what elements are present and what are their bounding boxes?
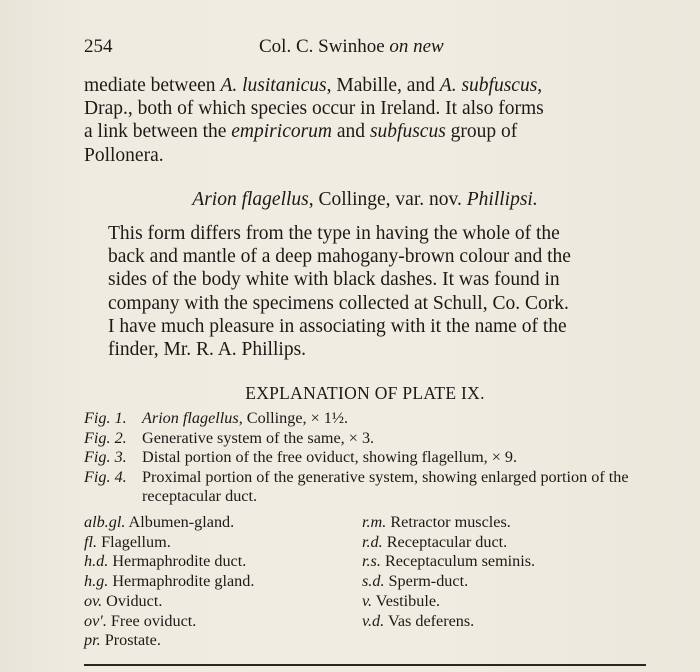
running-head xyxy=(259,36,444,58)
legend-item xyxy=(362,552,646,572)
legend-meaning: Free oviduct. xyxy=(110,611,197,630)
legend-meaning: Hermaphrodite gland. xyxy=(112,572,255,591)
species-heading xyxy=(84,189,646,211)
group-name: empiricorum xyxy=(231,121,333,143)
paragraph-line: sides of the body white with black dashes. It was found in xyxy=(108,269,560,291)
paragraph-line xyxy=(84,74,646,97)
figure-label: Fig. 2. xyxy=(84,428,127,447)
figure-label: Fig. 4. xyxy=(84,467,127,486)
legend-abbr: r.m. xyxy=(362,513,387,531)
legend-abbr: ov′. xyxy=(84,611,107,630)
figure-caption xyxy=(84,429,646,449)
legend-meaning: Hermaphrodite duct. xyxy=(112,552,247,571)
legend-meaning: Retractor muscles. xyxy=(390,513,511,531)
legend-meaning: Prostate. xyxy=(104,631,161,650)
paragraph-line xyxy=(84,120,646,143)
figure-caption xyxy=(84,448,646,468)
paragraph-line: Drap., both of which species occur in Ireland. It also forms xyxy=(84,98,544,120)
legend-item xyxy=(84,612,354,632)
page-number: 254 xyxy=(84,36,113,57)
group-name: subfuscus xyxy=(369,121,446,143)
figure-text: , Collinge, × 1½. xyxy=(238,409,349,427)
text-run: a link between the xyxy=(84,121,232,143)
figure-label: Fig. 3. xyxy=(84,448,127,467)
paragraph-continuation xyxy=(84,74,646,167)
legend-meaning: Vestibule. xyxy=(375,591,441,610)
legend-abbr: v. xyxy=(362,591,373,610)
paragraph-line: finder, Mr. R. A. Phillips. xyxy=(108,339,307,361)
legend-item xyxy=(84,533,354,553)
page-header xyxy=(84,36,644,62)
paragraph-line: I have much pleasure in associating with it the name of the xyxy=(108,315,567,337)
legend-abbr: pr. xyxy=(84,631,101,650)
legend-column-left xyxy=(84,513,354,651)
figure-caption xyxy=(84,409,646,429)
legend-abbr: r.s. xyxy=(362,552,381,571)
legend-abbr: v.d. xyxy=(362,611,385,630)
legend-abbr: s.d. xyxy=(362,572,385,591)
legend-item xyxy=(84,592,354,612)
running-head-italic: on new xyxy=(389,36,444,57)
paragraph-line: This form differs from the type in having the whole of the xyxy=(108,223,560,244)
figure-text: Distal portion of the free oviduct, showing flagellum, × 9. xyxy=(142,448,518,467)
legend-item xyxy=(362,513,646,533)
legend-meaning: Receptacular duct. xyxy=(386,532,508,551)
species-name: A. lusitanicus xyxy=(220,75,327,96)
text-run: and xyxy=(332,121,370,143)
legend-item xyxy=(84,631,354,651)
legend-meaning: Albumen-gland. xyxy=(128,513,235,531)
running-head-plain: Col. C. Swinhoe xyxy=(259,36,390,57)
legend-abbr: ov. xyxy=(84,591,103,610)
paragraph-line: company with the specimens collected at Schull, Co. Cork. xyxy=(108,292,569,314)
figure-text: Generative system of the same, × 3. xyxy=(142,428,375,447)
legend-meaning: Flagellum. xyxy=(101,532,171,551)
figure-list xyxy=(84,409,646,507)
figure-label: Fig. 1. xyxy=(84,409,127,427)
text-run: , Mabille, and xyxy=(326,75,440,96)
text-run: group of xyxy=(445,121,518,143)
legend-item xyxy=(362,572,646,592)
bottom-rule xyxy=(84,664,646,666)
legend-item xyxy=(84,572,354,592)
legend-column-right xyxy=(362,513,646,631)
legend-meaning: Receptaculum seminis. xyxy=(384,552,536,571)
legend-meaning: Vas deferens. xyxy=(387,611,475,630)
legend-abbr: h.d. xyxy=(84,552,109,571)
plate-heading: EXPLANATION OF PLATE IX. xyxy=(245,383,485,403)
legend-meaning: Sperm-duct. xyxy=(388,572,469,591)
legend-abbr: h.g. xyxy=(84,572,109,591)
species-author: , Collinge, var. nov. xyxy=(308,189,467,210)
figure-caption xyxy=(84,468,646,507)
species-name: A. subfuscus xyxy=(439,75,538,96)
legend-meaning: Oviduct. xyxy=(106,591,163,610)
text-run: , xyxy=(537,75,543,96)
variety-name: Phillipsi. xyxy=(466,189,538,210)
figure-text: Proximal portion of the generative system, showing enlarged portion of the receptacular duct. xyxy=(142,467,629,506)
figure-species-name: Arion flagellus xyxy=(142,409,239,427)
species-description xyxy=(84,222,646,361)
paragraph-line: back and mantle of a deep mahogany-brown colour and the xyxy=(108,246,571,268)
paragraph-line: Pollonera. xyxy=(84,144,164,166)
species-name: Arion flagellus xyxy=(192,189,309,210)
legend-item xyxy=(362,612,646,632)
text-run: mediate between xyxy=(84,75,221,96)
legend-abbr: fl. xyxy=(84,532,98,551)
legend-item xyxy=(362,592,646,612)
legend-item xyxy=(84,513,354,533)
legend-item xyxy=(84,552,354,572)
legend-item xyxy=(362,533,646,553)
legend-abbr: alb.gl. xyxy=(84,513,126,531)
legend-abbr: r.d. xyxy=(362,532,383,551)
